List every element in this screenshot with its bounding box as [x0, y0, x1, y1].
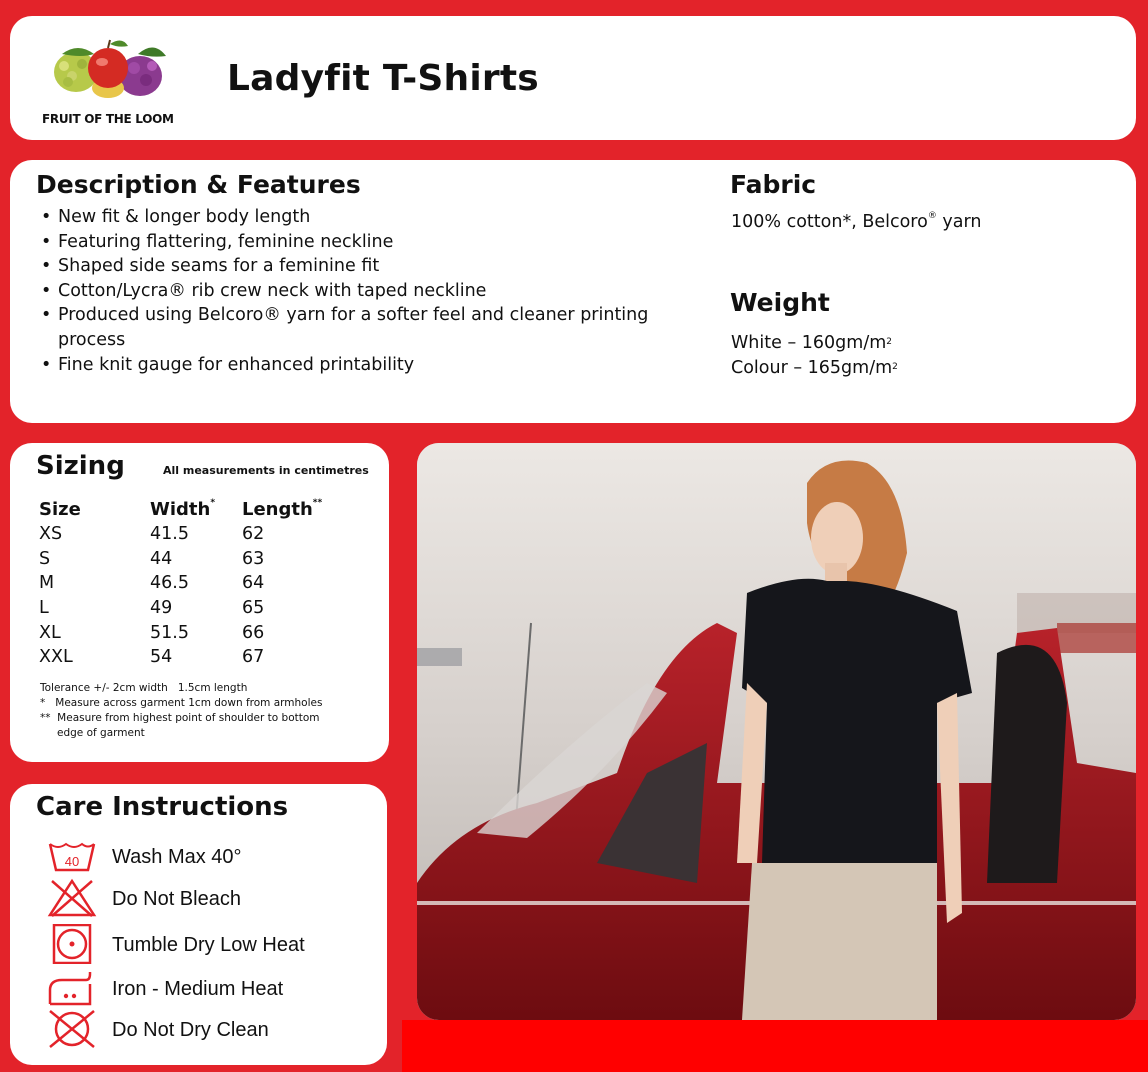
- weight-white: [731, 331, 898, 356]
- accent-bar: [402, 1020, 1148, 1072]
- cell-length: 62: [242, 524, 265, 545]
- cell-length: 63: [242, 548, 265, 569]
- weight-values: [731, 331, 898, 381]
- registered-mark: ®: [927, 211, 937, 221]
- width-footnote: * Measure across garment 1cm down from armholes: [40, 697, 323, 709]
- iron-medium-icon: [46, 968, 98, 1008]
- do-not-dry-clean-icon: [46, 1009, 98, 1049]
- care-label: Iron - Medium Heat: [112, 978, 284, 1000]
- care-title: Care Instructions: [36, 792, 289, 822]
- model-with-car-image: [417, 443, 1136, 1020]
- sizing-panel: [10, 443, 389, 762]
- care-item-bleach: [46, 878, 376, 918]
- list-item: • Produced using Belcoro® yarn for a softer feel and cleaner printing process: [38, 303, 698, 352]
- weight-title: Weight: [730, 288, 830, 317]
- table-row: [39, 522, 322, 547]
- do-not-bleach-icon: [46, 878, 98, 918]
- care-label: Do Not Dry Clean: [112, 1019, 269, 1041]
- fabric-title: Fabric: [730, 170, 817, 199]
- care-item-iron: [46, 968, 376, 1008]
- table-row: [39, 620, 322, 645]
- list-item: • New fit & longer body length: [38, 205, 698, 230]
- description-panel: [10, 160, 1136, 423]
- care-item-dry-clean: [46, 1009, 376, 1049]
- tolerance-notes: [40, 681, 380, 741]
- care-label: Tumble Dry Low Heat: [112, 934, 305, 956]
- list-item: • Shaped side seams for a feminine fit: [38, 254, 698, 279]
- care-label: Wash Max 40°: [112, 846, 242, 868]
- brand-wordmark: FRUIT OF THE LOOM: [42, 112, 174, 126]
- care-item-wash: [46, 836, 376, 876]
- cell-size: M: [39, 573, 55, 594]
- cell-length: 65: [242, 598, 265, 619]
- cell-length: 66: [242, 622, 265, 643]
- fruit-of-the-loom-logo: [42, 32, 182, 124]
- table-row: [39, 547, 322, 572]
- list-item: • Fine knit gauge for enhanced printability: [38, 353, 698, 378]
- list-item: • Cotton/Lycra® rib crew neck with taped neckline: [38, 279, 698, 304]
- size-table: [39, 496, 322, 670]
- description-title: Description & Features: [36, 170, 361, 199]
- length-footnote-cont: edge of garment: [57, 727, 145, 739]
- superscript: 2: [886, 337, 892, 347]
- cell-width: 41.5: [150, 524, 189, 545]
- care-panel: [10, 784, 387, 1065]
- cell-width: 44: [150, 548, 173, 569]
- cell-size: XXL: [39, 647, 73, 668]
- fabric-text-end: yarn: [936, 212, 982, 232]
- fabric-text-main: 100% cotton*, Belcoro: [731, 212, 928, 232]
- cell-width: 46.5: [150, 573, 189, 594]
- header-length-text: Length: [242, 498, 313, 520]
- weight-white-text: White – 160gm/m: [731, 333, 887, 353]
- product-photo: [417, 443, 1136, 1020]
- wash-40-icon: [46, 836, 98, 876]
- header-width: [150, 496, 242, 522]
- cell-size: XL: [39, 622, 61, 643]
- length-footnote: ** Measure from highest point of shoulder to bottom: [40, 712, 320, 724]
- cell-size: S: [39, 548, 51, 569]
- care-label: Do Not Bleach: [112, 888, 241, 910]
- table-row: [39, 645, 322, 670]
- header-size: Size: [39, 498, 81, 520]
- page-title: Ladyfit T-Shirts: [227, 58, 539, 99]
- cell-length: 64: [242, 573, 265, 594]
- table-header-row: [39, 496, 322, 522]
- fabric-text: [731, 212, 981, 232]
- sizing-note: All measurements in centimetres: [163, 464, 369, 477]
- cell-width: 49: [150, 598, 173, 619]
- feature-list: [38, 205, 698, 377]
- cell-size: L: [39, 598, 49, 619]
- cell-size: XS: [39, 524, 63, 545]
- tolerance-text: Tolerance +/- 2cm width 1.5cm length: [40, 682, 248, 694]
- table-row: [39, 571, 322, 596]
- header-width-text: Width: [150, 498, 211, 520]
- sizing-title: Sizing: [36, 451, 125, 481]
- tumble-dry-low-icon: [46, 924, 98, 964]
- footnote-mark: **: [312, 497, 323, 508]
- cell-width: 51.5: [150, 622, 189, 643]
- header-panel: [10, 16, 1136, 140]
- footnote-mark: *: [210, 497, 216, 508]
- header-length: [242, 496, 322, 522]
- weight-colour: [731, 356, 898, 381]
- cell-width: 54: [150, 647, 173, 668]
- weight-colour-text: Colour – 165gm/m: [731, 358, 893, 378]
- table-row: [39, 596, 322, 621]
- list-item: • Featuring flattering, feminine neckline: [38, 230, 698, 255]
- superscript: 2: [892, 362, 898, 372]
- care-item-tumble-dry: [46, 924, 376, 964]
- cell-length: 67: [242, 647, 265, 668]
- wash-temperature: 40: [64, 854, 80, 869]
